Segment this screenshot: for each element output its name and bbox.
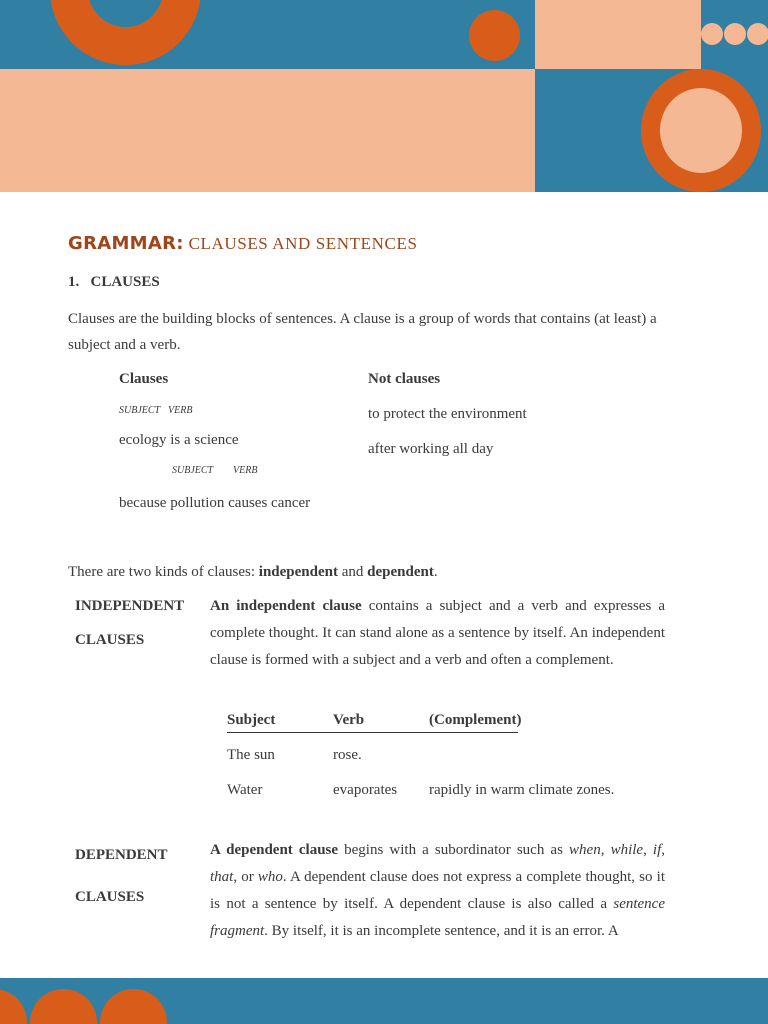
independent-text: contains a subject and a verb and expresses a complete thought. It can stand alone as a sentence by itself. An independent clause is formed with a subject and a verb and often a complement. [210,598,665,668]
not-clause-example-2: after working all day [368,441,494,457]
orange-dot [100,989,167,1024]
peach-band [0,69,535,192]
table-header-verb: Verb [333,712,365,728]
clause-example-2: because pollution causes cancer [119,495,311,511]
dependent-text: . A dependent clause does not express a complete thought, so it is not a sentence by itself. A dependent clause is also called a [210,869,665,912]
kinds-period: . [433,564,438,580]
footer-decoration [0,978,768,1024]
kinds-text: There are two kinds of clauses: [68,564,259,580]
dependent-label-line2: CLAUSES [75,889,145,905]
table-header-subject: Subject [227,712,276,728]
dependent-label-line1: DEPENDENT [75,847,168,863]
table-cell: The sun [227,747,275,763]
independent-label-line1: INDEPENDENT [75,598,185,614]
dependent-paragraph [210,837,665,945]
subject-tag: SUBJECT [172,465,214,476]
orange-ring-right [641,69,761,192]
peach-dot-2 [724,23,746,45]
peach-dot-1 [701,23,723,45]
title-prefix: GRAMMAR: [68,233,184,254]
table-cell: rose. [333,747,362,763]
subordinator-when: when [569,842,601,858]
independent-paragraph [210,593,665,674]
kind-dependent: dependent [367,564,434,580]
not-clause-example-1: to protect the environment [368,406,527,422]
orange-dot [0,989,27,1024]
table-cell: evaporates [333,782,398,798]
separator: , [600,842,611,858]
intro-paragraph: Clauses are the building blocks of sentences. A clause is a group of words that contains (at least) a subject and a verb. [68,311,657,353]
clause-example-1: ecology is a science [119,432,239,448]
table-header-rule [227,732,518,733]
table-cell: rapidly in warm climate zones. [429,782,615,798]
independent-label [75,589,184,657]
dependent-lead: A dependent clause [210,842,339,858]
peach-block-top-right [535,0,701,69]
header-decoration [0,0,768,192]
orange-dot [469,10,520,61]
dependent-text: . By itself, it is an incomplete sentence, and it is an error. A [264,923,619,939]
subordinator-while: while [610,842,644,858]
dependent-text: begins with a subordinator such as [338,842,570,858]
dependent-label [75,834,168,918]
independent-label-line2: CLAUSES [75,632,145,648]
kind-independent: independent [258,564,338,580]
kinds-sentence [68,559,438,585]
sentence-fragment-term: sentence fragment [210,896,665,939]
verb-tag: VERB [168,405,193,416]
orange-dot [30,989,97,1024]
table-cell: Water [227,782,263,798]
subordinator-that: that [210,869,234,885]
separator: , [661,842,666,858]
not-clauses-column-header: Not clauses [368,371,441,387]
independent-lead: An independent clause [210,598,362,614]
kinds-and: and [337,564,368,580]
section-title: CLAUSES [90,274,160,290]
title-main: CLAUSES AND SENTENCES [188,234,418,253]
separator: , or [233,869,258,885]
table-header-complement: (Complement) [429,712,522,728]
section-number: 1. [68,274,80,290]
clauses-column-header: Clauses [119,371,169,387]
page-title [68,233,418,254]
verb-tag: VERB [233,465,258,476]
subject-tag: SUBJECT [119,405,161,416]
section-heading [68,274,160,291]
separator: , [643,842,653,858]
subordinator-who: who [257,869,283,885]
peach-dot-3 [747,23,768,45]
subordinator-if: if [652,842,662,858]
